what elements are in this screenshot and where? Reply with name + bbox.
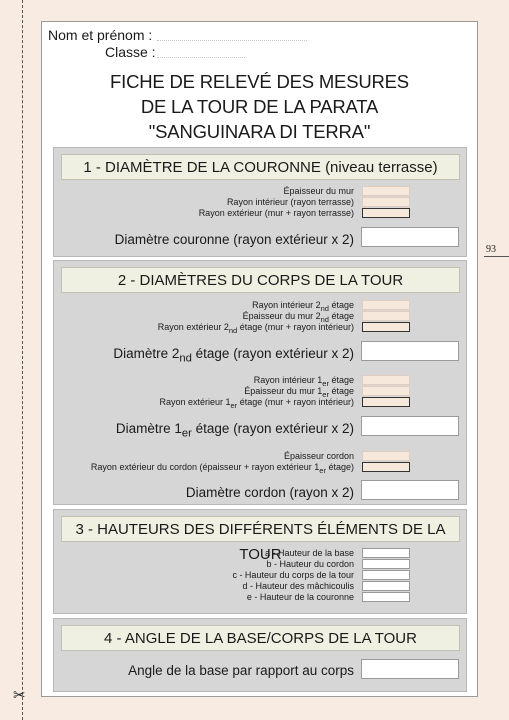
page-number: 93 — [486, 244, 496, 255]
section-heading: 1 - DIAMÈTRE DE LA COURONNE (niveau terrasse) — [61, 154, 460, 180]
input-box[interactable] — [362, 208, 410, 218]
class-field[interactable] — [157, 57, 245, 58]
section-base-angle — [53, 618, 467, 692]
row-label: Rayon extérieur (mur + rayon terrasse) — [198, 208, 354, 218]
row-label: a - Hauteur de la base — [264, 548, 354, 558]
row-label: d - Hauteur des mâchicoulis — [242, 581, 354, 591]
scissors-icon: ✂ — [13, 686, 26, 704]
name-field[interactable] — [157, 40, 307, 41]
page-number-rule — [484, 256, 509, 257]
total-input-box[interactable] — [361, 480, 459, 500]
section-heading: 2 - DIAMÈTRES DU CORPS DE LA TOUR — [61, 267, 460, 293]
total-input-box[interactable] — [361, 227, 459, 247]
input-box[interactable] — [362, 451, 410, 461]
row-label: Rayon intérieur (rayon terrasse) — [226, 197, 354, 207]
section-heights — [53, 509, 467, 614]
total-label: Angle de la base par rapport au corps — [128, 663, 354, 678]
row-label: b - Hauteur du cordon — [266, 559, 354, 569]
input-box[interactable] — [362, 397, 410, 407]
input-box[interactable] — [362, 386, 410, 396]
input-box[interactable] — [362, 186, 410, 196]
cut-line — [22, 0, 23, 720]
input-box[interactable] — [362, 197, 410, 207]
input-box[interactable] — [362, 559, 410, 569]
input-box[interactable] — [362, 322, 410, 332]
name-label: Nom et prénom : — [48, 27, 153, 43]
row-label: Rayon extérieur du cordon (épaisseur + rayon extérieur $1_{er}$ étage) — [90, 462, 354, 475]
total-label: Diamètre couronne (rayon extérieur x 2) — [114, 232, 354, 247]
input-box[interactable] — [362, 375, 410, 385]
row-label: e - Hauteur de la couronne — [246, 592, 354, 602]
total-label: Diamètre $1_{er}$ étage (rayon extérieur x 2) — [115, 421, 354, 440]
input-box[interactable] — [362, 570, 410, 580]
total-label: Diamètre cordon (rayon x 2) — [185, 485, 354, 500]
worksheet — [41, 21, 478, 697]
section-crown-diameter — [53, 147, 467, 257]
row-label: Rayon intérieur $2_{nd}$ étage — [252, 300, 354, 313]
total-label: Diamètre $2_{nd}$ étage (rayon extérieur x 2) — [113, 346, 354, 365]
row-label: Épaisseur cordon — [283, 451, 354, 461]
section-body-diameters — [53, 260, 467, 505]
row-label: Rayon extérieur $2_{nd}$ étage (mur + rayon intérieur) — [157, 322, 354, 335]
total-input-box[interactable] — [361, 659, 459, 679]
section-heading: 4 - ANGLE DE LA BASE/CORPS DE LA TOUR — [61, 625, 460, 651]
row-label: Épaisseur du mur — [283, 186, 354, 196]
title-line-1: FICHE DE RELEVÉ DES MESURES — [110, 71, 409, 92]
input-box[interactable] — [362, 462, 410, 472]
total-input-box[interactable] — [361, 341, 459, 361]
row-label: c - Hauteur du corps de la tour — [232, 570, 354, 580]
page-title — [42, 69, 477, 144]
input-box[interactable] — [362, 548, 410, 558]
title-line-3: "SANGUINARA DI TERRA" — [148, 121, 371, 142]
section-heading: 3 - HAUTEURS DES DIFFÉRENTS ÉLÉMENTS DE LA TOUR — [61, 516, 460, 542]
input-box[interactable] — [362, 592, 410, 602]
row-label: Épaisseur du mur $1_{er}$ étage — [244, 386, 354, 399]
title-line-2: DE LA TOUR DE LA PARATA — [140, 96, 379, 117]
row-label: Épaisseur du mur $2_{nd}$ étage — [242, 311, 354, 324]
row-label: Rayon intérieur $1_{er}$ étage — [253, 375, 354, 388]
input-box[interactable] — [362, 581, 410, 591]
row-label: Rayon extérieur $1_{er}$ étage (mur + rayon intérieur) — [159, 397, 354, 410]
input-box[interactable] — [362, 300, 410, 310]
total-input-box[interactable] — [361, 416, 459, 436]
class-label: Classe : — [105, 44, 156, 60]
input-box[interactable] — [362, 311, 410, 321]
